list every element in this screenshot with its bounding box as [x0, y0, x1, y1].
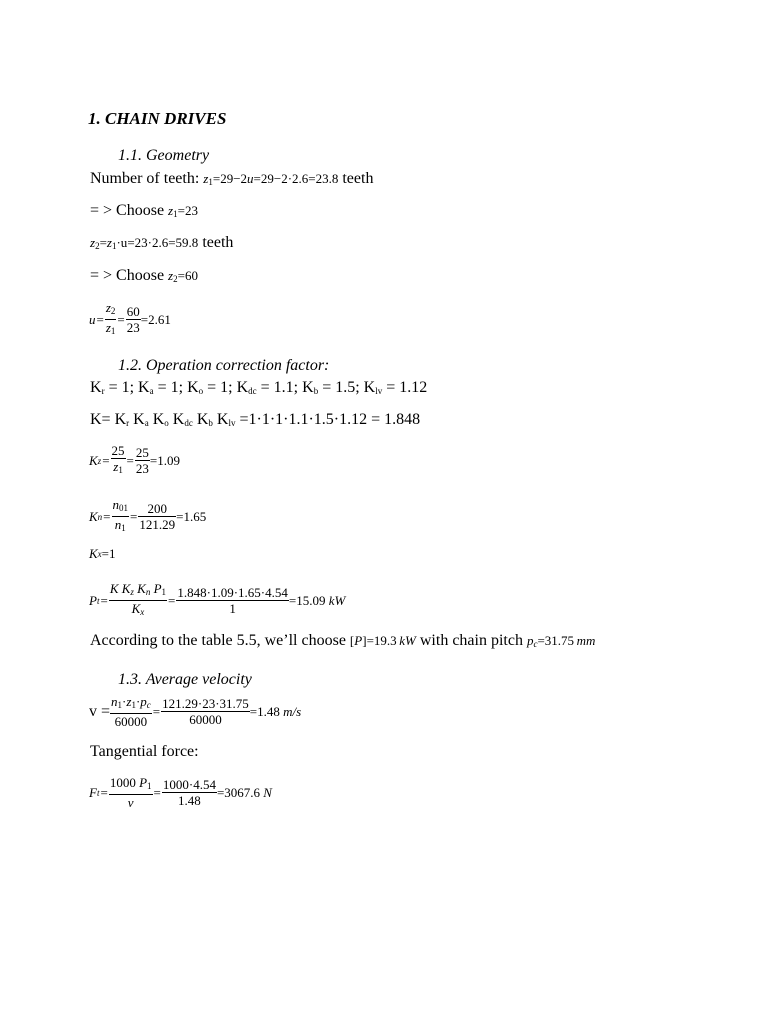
correction-heading: 1.2. Operation correction factor:: [118, 357, 330, 374]
velocity-equation: v = $\frac{n_1\cdot z_1\cdot p_c}{60000}$ = $\frac{121.29\cdot 23\cdot 31.75}{60000}$ =1.48 m/s: [89, 694, 302, 729]
choose-label-2: = > Choose: [90, 267, 165, 284]
velocity-heading: 1.3. Average velocity: [118, 671, 252, 688]
u-equation: u = $\frac{z_2}{z_1}$ = $\frac{60}{23}$ =2.61: [89, 300, 171, 339]
ft-fraction-symbolic: $\frac{1000 P_1}{v}$: [109, 775, 152, 810]
pt-fraction-numeric: $\frac{1.848\cdot 1.09\cdot 1.65\cdot 4.54}{1}$: [177, 585, 288, 616]
ft-equation: F t = $\frac{1000 P_1}{v}$ = $\frac{1000\cdot 4.54}{1.48}$ =3067.6 N: [89, 775, 272, 810]
factors-line: $K_r = 1$; $K_a = 1$; $K_o = 1$; $K_{dc} = 1.1$; $K_b = 1.5$; $K_{lv} = 1.12$: [90, 379, 428, 396]
ft-fraction-numeric: $\frac{1000\cdot 4.54}{1.48}$: [162, 777, 216, 808]
allowed-power: [P]=19.3 kW: [349, 633, 416, 648]
pt-fraction-symbolic: $\frac{K K_z K_n P_1}{K_x}$: [109, 581, 167, 617]
ft-result: =3067.6: [216, 784, 261, 800]
kn-equation: K n = $\frac{n_{01}}{n_1}$ = $\frac{200}{121.29}$ =1.65: [89, 497, 206, 536]
z2-equation: [90, 234, 233, 252]
kx-equation: K x =1: [89, 546, 116, 561]
v-fraction-numeric: $\frac{121.29\cdot 23\cdot 31.75}{60000}$: [162, 696, 249, 727]
kn-fraction-symbolic: $\frac{n_{01}}{n_1}$: [112, 497, 129, 533]
choose-z1-line: [90, 202, 198, 220]
pt-result: =15.09: [288, 592, 326, 608]
v-fraction-symbolic: $\frac{n_1\cdot z_1\cdot p_c}{60000}$: [111, 694, 151, 729]
kz-result: =1.09: [149, 452, 180, 468]
kz-fraction-symbolic: $\frac{25}{z_1}$: [111, 443, 125, 475]
teeth-word-2: teeth: [202, 234, 234, 251]
choose-label: = > Choose: [90, 202, 165, 219]
teeth-equation: [90, 170, 373, 188]
choose-z2-line: [90, 267, 198, 285]
table-choice-line: According to the table 5.5, we’ll choose [P]=19.3 kW with chain pitch $p_c=31.75$ mm: [90, 632, 596, 649]
pt-equation: P t = $\frac{K K_z K_n P_1}{K_x}$ = $\frac{1.848\cdot 1.09\cdot 1.65\cdot 4.54}{1}$ =15.09 kW: [89, 581, 345, 620]
teeth-label: Number of teeth:: [90, 170, 200, 187]
z2-formula: $z_2=z_1\cdot u=23\cdot 2.6=59.8$: [90, 235, 199, 251]
section-title: 1. CHAIN DRIVES: [88, 109, 227, 128]
kz-fraction-numeric: $\frac{25}{23}$: [135, 445, 149, 476]
u-result: =2.61: [140, 311, 171, 327]
teeth-word: teeth: [342, 170, 374, 187]
kn-fraction-numeric: $\frac{200}{121.29}$: [139, 501, 176, 532]
geometry-heading: 1.1. Geometry: [118, 147, 210, 164]
v-result: =1.48: [249, 703, 280, 719]
tangential-force-label: Tangential force:: [90, 743, 199, 760]
kz-equation: K z = $\frac{25}{z_1}$ = $\frac{25}{23}$ =1.09: [89, 443, 180, 476]
u-fraction-numeric: $\frac{60}{23}$: [126, 304, 140, 335]
u-fraction-symbolic: $\frac{z_2}{z_1}$: [105, 300, 116, 336]
z1-choice: $z_1=23$: [168, 203, 198, 219]
k-product-line: $K= K_r$ $K_a$ $K_o$ $K_{dc}$ $K_b$ $K_{lv} =1\cdot 1\cdot 1\cdot 1.1\cdot 1.5\cdot 1.12 = 1.848$: [90, 411, 421, 428]
z1-formula: $z_1=29-2u=29-2\cdot 2.6=23.8$: [203, 171, 339, 187]
z2-choice: $z_2=60$: [168, 268, 198, 284]
chain-pitch: $p_c=31.75$ mm: [526, 633, 596, 649]
kn-result: =1.65: [176, 508, 207, 524]
